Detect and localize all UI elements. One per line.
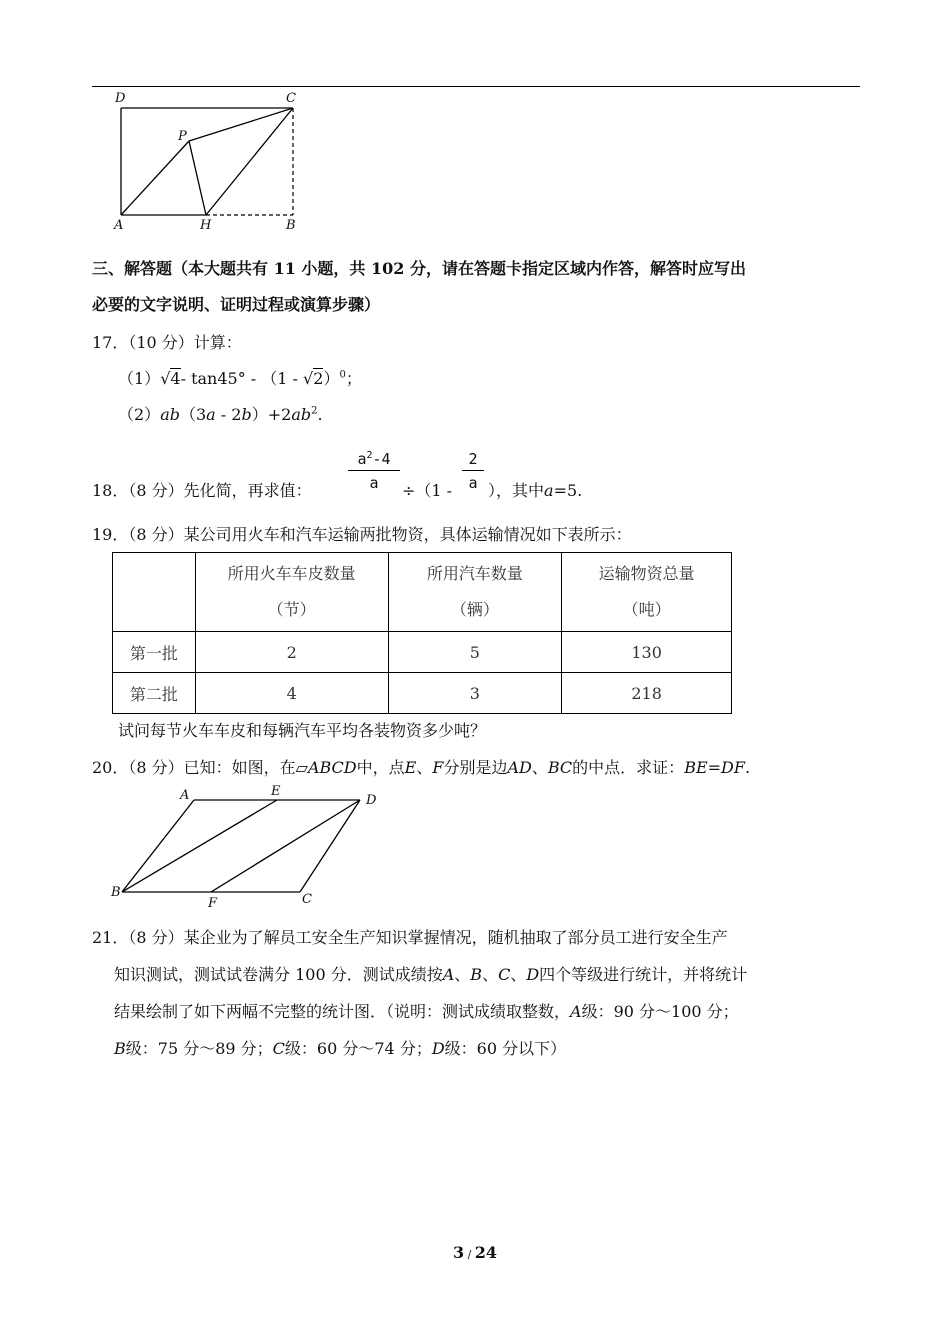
- table-cell: 2: [195, 632, 388, 673]
- q19-question: 试问每节火车车皮和每辆汽车平均各装物资多少吨？: [118, 721, 487, 740]
- q18-val: =5.: [553, 481, 583, 500]
- q17-p1-end: ）: [323, 369, 340, 388]
- label-h: H: [200, 218, 212, 233]
- q21-l3b: 级：90 分～100 分；: [581, 1002, 739, 1021]
- table-cell: 218: [562, 673, 732, 714]
- header-line1: 运输物资总量: [598, 564, 695, 583]
- q20-e: E: [404, 758, 417, 777]
- q20-df: DF: [721, 758, 745, 777]
- table-header-cell: [562, 553, 732, 632]
- q21-sep: 、: [510, 965, 527, 984]
- label-e: E: [271, 784, 281, 799]
- section-heading-line1: 三、解答题（本大题共有 11 小题，共 102 分，请在答题卡指定区域内作答，解答时应写出: [92, 259, 746, 278]
- q21-c2: C: [272, 1039, 285, 1058]
- table-row: [113, 632, 732, 673]
- q19-heading: 19．（8 分）某公司用火车和汽车运输两批物资，具体运输情况如下表所示：: [92, 525, 632, 544]
- header-line1: 所用火车车皮数量: [227, 564, 356, 583]
- page-current: 3: [452, 1243, 465, 1262]
- q17-p2-a: a: [206, 405, 216, 424]
- q17-p1-pre: （1）: [118, 369, 161, 388]
- table-cell: 4: [195, 673, 388, 714]
- header-line2: （辆）: [450, 600, 499, 619]
- section-heading-line2: 必要的文字说明、证明过程或演算步骤）: [92, 295, 381, 314]
- q20-statement: [92, 755, 750, 778]
- q17-p2-b: b: [241, 405, 252, 424]
- q21-d2: D: [431, 1039, 445, 1058]
- label-c: C: [286, 91, 296, 106]
- q17-p2-pre: （2）: [118, 405, 161, 424]
- q18-fraction1: [348, 450, 400, 492]
- table-cell: 第一批: [113, 632, 196, 673]
- q20-t1: 20．（8 分）已知：如图，在▱: [92, 758, 308, 777]
- q20-t15: .: [744, 758, 751, 777]
- q21-b2: B: [114, 1039, 126, 1058]
- q21-d: D: [526, 965, 540, 984]
- table-cell: 5: [388, 632, 562, 673]
- label-a: A: [114, 218, 124, 233]
- q21-l2a: 知识测试，测试试卷满分 100 分．测试成绩按: [114, 965, 443, 984]
- table-row: [113, 673, 732, 714]
- q18-div: ÷（1 -: [402, 481, 453, 500]
- q17-heading: 17．（10 分）计算：: [92, 333, 242, 352]
- q20-eq: =: [707, 758, 722, 777]
- q21-c: C: [498, 965, 511, 984]
- label-d: D: [366, 793, 377, 808]
- label-b: B: [111, 885, 121, 900]
- q21-line4: [114, 1036, 566, 1059]
- table-header-cell: [388, 553, 562, 632]
- q21-line3: [114, 999, 739, 1022]
- q17-p2-minus: - 2: [215, 405, 242, 424]
- q20-bc: BC: [547, 758, 573, 777]
- q18-num1-a: a: [357, 450, 367, 468]
- q21-a2: A: [570, 1002, 582, 1021]
- q21-l3a: 结果绘制了如下两幅不完整的统计图．（说明：测试成绩取整数，: [114, 1002, 571, 1021]
- q18-heading: 18．（8 分）先化简，再求值：: [92, 481, 312, 500]
- label-b: B: [286, 218, 296, 233]
- q21-l4c: 级：60 分以下）: [444, 1039, 567, 1058]
- q21-l2b: 四个等级进行统计，并将统计: [539, 965, 748, 984]
- q17-p2-end: .: [317, 405, 323, 424]
- sqrt-icon: √: [303, 369, 314, 388]
- q19-table: [112, 552, 732, 714]
- label-a: A: [180, 788, 190, 803]
- label-p: P: [178, 129, 187, 144]
- q20-t3: 中，点: [356, 758, 405, 777]
- header-line2: （吨）: [622, 600, 671, 619]
- sqrt-icon: √: [160, 369, 171, 388]
- q20-be: BE: [684, 758, 708, 777]
- header-line2: （节）: [267, 600, 316, 619]
- q21-sep: 、: [454, 965, 471, 984]
- q17-p1-radicand2: 2: [313, 369, 324, 388]
- q18-close: ），其中: [488, 481, 545, 500]
- q18-den2: a: [468, 474, 478, 492]
- q20-t5: 、: [416, 758, 433, 777]
- q21-line1: 21．（8 分）某企业为了解员工安全生产知识掌握情况，随机抽取了部分员工进行安全生产: [92, 928, 728, 947]
- q18-num1: [348, 450, 400, 471]
- table-header-cell: [113, 553, 196, 632]
- q18-fraction2: [462, 450, 484, 492]
- q18-num2: 2: [462, 450, 484, 471]
- q21-b: B: [470, 965, 483, 984]
- label-d: D: [115, 91, 126, 106]
- q20-ad: AD: [507, 758, 532, 777]
- q17-p2-open: （3: [179, 405, 207, 424]
- table-header-row: [113, 553, 732, 632]
- header-rule: [92, 86, 860, 87]
- q21-a: A: [442, 965, 455, 984]
- page-number: [0, 1243, 950, 1262]
- q20-f: F: [432, 758, 444, 777]
- table-cell: 第二批: [113, 673, 196, 714]
- q20-t9: 、: [531, 758, 548, 777]
- q17-p1-exp: 0: [339, 369, 346, 381]
- q21-line2: [114, 962, 747, 985]
- table-cell: 3: [388, 673, 562, 714]
- q20-abcd: ABCD: [307, 758, 357, 777]
- q20-t11: 的中点．求证：: [572, 758, 685, 777]
- q18-num1-rest: -4: [372, 450, 391, 468]
- q17-p1-mid: - tan45° - （1 -: [180, 369, 304, 388]
- q20-t7: 分别是边: [443, 758, 508, 777]
- q18-num1-exp: 2: [366, 450, 373, 461]
- q17-p1-tail: ；: [345, 369, 362, 388]
- table-header-cell: [195, 553, 388, 632]
- q17-p2-ab: ab: [160, 405, 180, 424]
- q17-p1-radicand: 4: [170, 369, 181, 388]
- label-c: C: [302, 892, 312, 907]
- q21-sep: 、: [482, 965, 499, 984]
- q17-p2-plus: ）+2: [251, 405, 292, 424]
- page-total: 24: [474, 1243, 498, 1262]
- label-f: F: [208, 896, 218, 908]
- figure-parallelogram-abcd: [108, 780, 398, 908]
- q17-p2-ab2: ab: [291, 405, 312, 424]
- q21-l4b: 级：60 分～74 分；: [284, 1039, 432, 1058]
- q17-p2-exp: 2: [311, 405, 318, 417]
- q17-part2: [118, 402, 323, 425]
- q17-part1: [118, 366, 362, 389]
- q18-tail: [488, 478, 582, 501]
- table-cell: 130: [562, 632, 732, 673]
- figure-rectangle-abcd: [100, 88, 320, 236]
- q18-var: a: [544, 481, 554, 500]
- header-line1: 所用汽车数量: [426, 564, 523, 583]
- q21-l4a: 级：75 分～89 分；: [125, 1039, 273, 1058]
- page-sep: /: [464, 1248, 475, 1261]
- q18-den1: a: [369, 474, 379, 492]
